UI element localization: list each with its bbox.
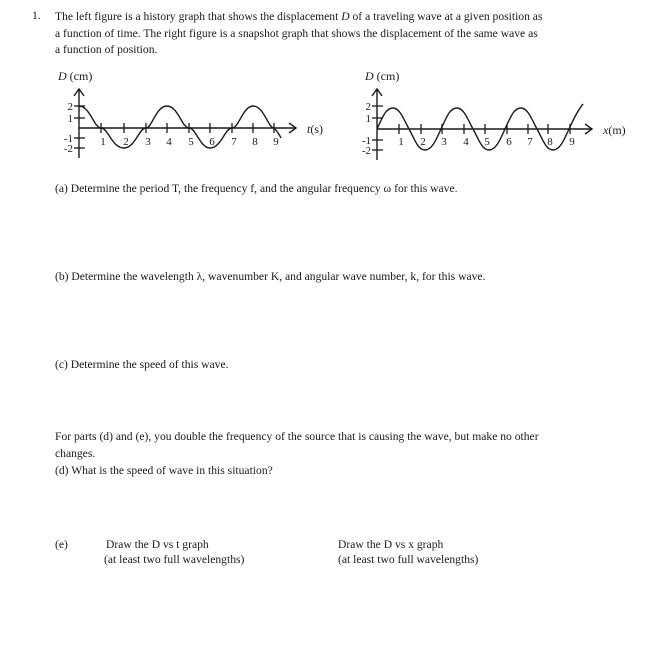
right-xlabel: x(m): [603, 123, 626, 137]
svg-text:5: 5: [484, 136, 490, 148]
svg-text:6: 6: [506, 136, 512, 148]
svg-text:9: 9: [273, 136, 279, 148]
part-e-right-2: (at least two full wavelengths): [338, 553, 479, 566]
part-e-label: (e): [55, 538, 68, 551]
svg-text:2: 2: [67, 101, 73, 113]
svg-text:2: 2: [123, 136, 129, 148]
part-c: (c) Determine the speed of this wave.: [55, 358, 229, 371]
part-b: (b) Determine the wavelength λ, wavenumber K, and angular wave number, k, for this wave.: [55, 270, 486, 283]
svg-text:6: 6: [209, 136, 215, 148]
svg-text:4: 4: [166, 136, 172, 148]
part-e-left-1: Draw the D vs t graph: [106, 538, 209, 551]
svg-text:3: 3: [441, 136, 447, 148]
intro-line-3: a function of position.: [55, 43, 158, 56]
part-e-right-1: Draw the D vs x graph: [338, 538, 444, 551]
svg-text:1: 1: [365, 113, 371, 125]
left-ylabel: D (cm): [58, 69, 93, 83]
left-xlabel: t(s): [307, 122, 324, 136]
svg-text:7: 7: [231, 136, 237, 148]
svg-text:7: 7: [527, 136, 533, 148]
svg-text:8: 8: [252, 136, 258, 148]
svg-text:4: 4: [463, 136, 469, 148]
svg-text:-1: -1: [361, 135, 371, 147]
svg-text:1: 1: [398, 136, 404, 148]
svg-text:2: 2: [420, 136, 426, 148]
svg-text:-2: -2: [361, 145, 371, 157]
svg-text:-2: -2: [63, 143, 73, 155]
svg-text:1: 1: [100, 136, 106, 148]
svg-text:5: 5: [188, 136, 194, 148]
svg-text:-1: -1: [63, 133, 73, 145]
svg-text:8: 8: [547, 136, 553, 148]
snapshot-graph: [340, 0, 656, 170]
part-e-left-2: (at least two full wavelengths): [104, 553, 245, 566]
svg-text:2: 2: [365, 101, 371, 113]
svg-text:9: 9: [569, 136, 575, 148]
intro-line-2: a function of time. The right figure is a snapshot graph that shows the displacement of the same wave as: [55, 26, 538, 40]
problem-number: 1.: [32, 9, 41, 22]
svg-text:3: 3: [145, 136, 151, 148]
right-ylabel: D (cm): [365, 69, 400, 83]
parts-de-intro-1: For parts (d) and (e), you double the frequency of the source that is causing the wave, but make no other: [55, 430, 539, 443]
part-d: (d) What is the speed of wave in this situation?: [55, 464, 273, 477]
intro-line-1: The left figure is a history graph that shows the displacement D of a traveling wave at a given position as: [55, 10, 543, 23]
history-graph: [0, 0, 340, 170]
part-a: (a) Determine the period T, the frequency f, and the angular frequency ω for this wave.: [55, 182, 458, 195]
svg-text:1: 1: [67, 113, 73, 125]
parts-de-intro-2: changes.: [55, 447, 96, 460]
